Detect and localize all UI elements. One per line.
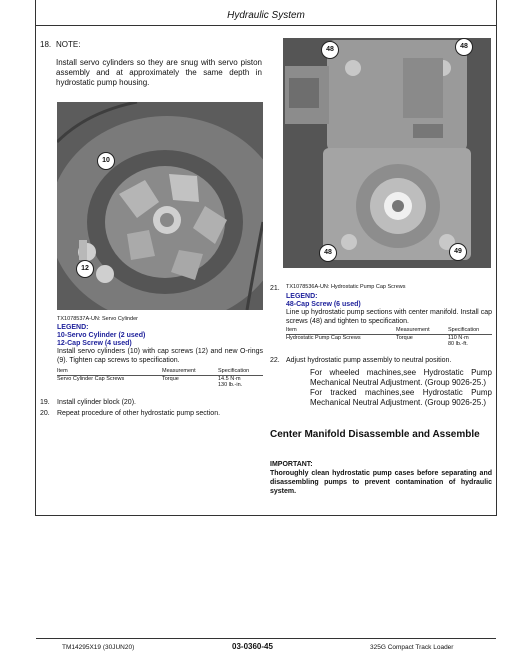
table-cell-measurement: Torque xyxy=(162,375,179,382)
hydrostatic-pump-illustration xyxy=(283,38,491,268)
right-legend-item: 48-Cap Screw (6 used) xyxy=(286,301,361,308)
left-legend-title: LEGEND: xyxy=(57,324,89,331)
table-cell-specification xyxy=(218,375,263,389)
step-21-number: 21. xyxy=(270,285,280,292)
left-legend-item: 10-Servo Cylinder (2 used) xyxy=(57,332,146,339)
table-cell-item: Hydrostatic Pump Cap Screws xyxy=(286,334,361,341)
step-20-text: Repeat procedure of other hydrostatic pump section. xyxy=(57,410,221,417)
table-cell-item: Servo Cylinder Cap Screws xyxy=(57,375,125,382)
callout-48: 48 xyxy=(321,41,339,59)
left-legend-item: 12-Cap Screw (4 used) xyxy=(57,340,132,347)
table-cell-measurement: Torque xyxy=(396,334,413,341)
callout-49: 49 xyxy=(449,243,467,261)
table-header: Measurement xyxy=(396,327,448,334)
step-19-number: 19. xyxy=(40,399,50,406)
footer-model-name: 325G Compact Track Loader xyxy=(370,644,454,651)
step-18-note-text: Install servo cylinders so they are snug with servo piston assembly and at approximately the same depth in hydrostatic pump housing. xyxy=(56,58,262,87)
step-19-text: Install cylinder block (20). xyxy=(57,399,136,406)
callout-48: 48 xyxy=(319,244,337,262)
footer-document-id: TM14295X19 (30JUN20) xyxy=(62,644,135,651)
table-row xyxy=(286,334,492,348)
left-body-text: Install servo cylinders (10) with cap screws (12) and new O-rings (9). Tighten cap screws to specification. xyxy=(57,348,263,364)
right-spec-table xyxy=(286,327,492,348)
spec-metric: 110 N·m xyxy=(448,334,469,341)
important-text: Thoroughly clean hydrostatic pump cases before separating and disassembling pumps to prevent contamination of hydraulic system. xyxy=(270,470,492,495)
step-21-text: Line up hydrostatic pump sections with center manifold. Install cap screws (48) and tighten to specification. xyxy=(286,309,492,325)
table-header: Specification xyxy=(218,368,263,375)
important-label: IMPORTANT: xyxy=(270,461,313,468)
table-cell-specification xyxy=(448,334,492,348)
servo-cylinder-photo xyxy=(57,102,263,310)
callout-10: 10 xyxy=(97,152,115,170)
servo-cylinder-illustration xyxy=(57,102,263,310)
step-22-number: 22. xyxy=(270,357,280,364)
step-22-text: Adjust hydrostatic pump assembly to neutral position. xyxy=(286,357,452,364)
step-18-note-label: NOTE: xyxy=(56,40,81,49)
table-header: Item xyxy=(286,327,396,334)
spec-imperial: 130 lb.-in. xyxy=(218,382,243,388)
left-figure-caption: TX1078537A-UN: Servo Cylinder xyxy=(57,316,139,322)
step-18-number: 18. xyxy=(40,40,52,49)
right-figure-caption: TX1078536A-UN: Hydrostatic Pump Cap Screws xyxy=(286,284,406,290)
hydrostatic-pump-photo xyxy=(283,38,491,268)
table-row xyxy=(57,375,263,389)
header-divider xyxy=(36,25,496,26)
step-20-number: 20. xyxy=(40,410,50,417)
left-spec-table xyxy=(57,368,263,389)
footer-page-number: 03-0360-45 xyxy=(232,642,273,651)
spec-imperial: 80 lb.-ft. xyxy=(448,341,468,347)
step-22-wheeled-note: For wheeled machines,see Hydrostatic Pump Mechanical Neutral Adjustment. (Group 9026-25.) xyxy=(310,368,492,387)
step-22-tracked-note: For tracked machines,see Hydrostatic Pump Mechanical Neutral Adjustment. (Group 9026-25.) xyxy=(310,388,492,407)
callout-48: 48 xyxy=(455,38,473,56)
spec-metric: 14.5 N·m xyxy=(218,375,241,382)
footer-divider xyxy=(36,638,496,639)
callout-12: 12 xyxy=(76,260,94,278)
section-heading: Center Manifold Disassemble and Assemble xyxy=(270,429,480,440)
page-header-title: Hydraulic System xyxy=(227,10,305,21)
table-header: Measurement xyxy=(162,368,218,375)
right-legend-title: LEGEND: xyxy=(286,293,318,300)
table-header: Item xyxy=(57,368,162,375)
table-header: Specification xyxy=(448,327,492,334)
